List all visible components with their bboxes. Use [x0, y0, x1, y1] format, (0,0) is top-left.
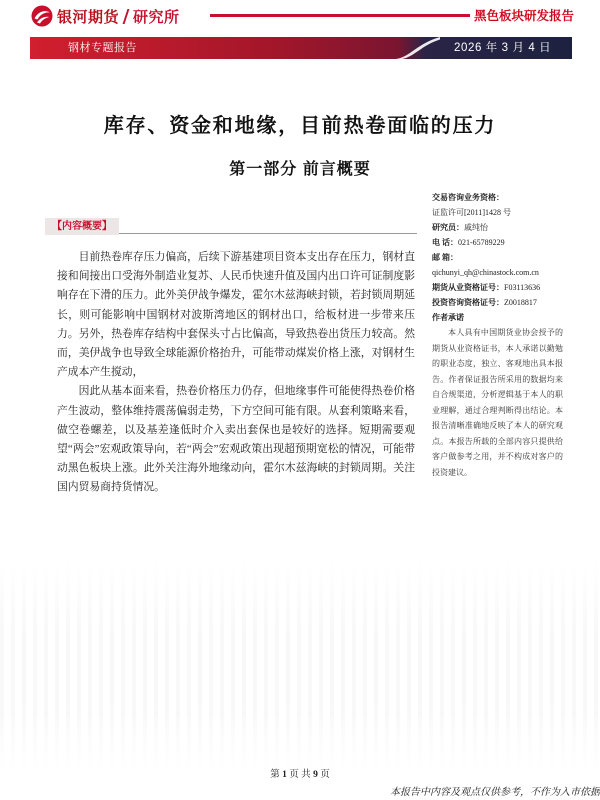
brand-divider: [123, 9, 130, 24]
galaxy-futures-logo-icon: [31, 5, 53, 27]
page-number: [0, 769, 600, 781]
page-suffix: 页: [320, 770, 330, 780]
disclaimer-container: [390, 786, 600, 800]
banner-swoosh-decoration: [392, 37, 440, 59]
researcher-name: 戚纯怡: [464, 223, 488, 232]
report-title: 库存、资金和地缘，目前热卷面临的压力: [103, 115, 497, 137]
author-sidebar: [432, 190, 563, 480]
section-subtitle: 第一部分 前言概要: [229, 161, 371, 178]
summary-body: [57, 248, 415, 498]
futures-cert-label: 期货从业资格证号：: [432, 283, 504, 292]
summary-header: [45, 216, 417, 234]
qualification-value: 证监许可[2011]1428 号: [432, 208, 512, 217]
brand-header: [31, 5, 180, 27]
email-value-line: [432, 265, 563, 280]
report-date: 2026 年 3 月 4 日: [454, 42, 552, 54]
advisory-cert-label: 投资咨询资格证号：: [432, 298, 504, 307]
report-banner: [30, 37, 572, 59]
page-middle: 页 共: [289, 770, 311, 780]
summary-paragraph: 因此从基本面来看，热卷价格压力仍存，但地缘事件可能使得热卷价格产生波动，整体维持震荡偏弱走势，下方空间可能有限。从套利策略来看，做空卷螺差，以及基差逢低时介入卖出套保也是较好的选择。短期需要观望“两会”宏观政策导向，若“两会”宏观政策出现超预期宽松的情况，可能带动黑色板块上涨。此外关注海外地缘动向，霍尔木兹海峡的封锁周期。关注国内贸易商持货情况。: [57, 385, 415, 494]
commitment-text: 本人具有中国期货业协会授予的期货从业资格证书，本人承诺以勤勉的职业态度，独立、客观地出具本报告。作者保证报告所采用的数据均来自合规渠道，分析逻辑基于本人的职业理解，通过合理判断得出结论。本报告清晰准确地反映了本人的研究观点。本报告所载的全部内容只提供给客户做参考之用，并不构成对客户的投资建议。: [432, 328, 563, 477]
summary-label: 【内容概要】: [45, 218, 119, 235]
footer-disclaimer: 本报告中内容及观点仅供参考，不作为入市依据: [390, 787, 600, 798]
researcher-label: 研究员：: [432, 223, 464, 232]
commitment-title: 作者承诺: [432, 313, 464, 322]
background-watermark: [0, 560, 600, 770]
email-address: qichunyi_qh@chinastock.com.cn: [432, 268, 539, 277]
futures-cert-number: F03113636: [504, 283, 541, 292]
advisory-cert-line: [432, 295, 563, 310]
brand-name: 银河期货: [57, 8, 120, 26]
email-label: 邮 箱：: [432, 253, 458, 262]
report-category: 黑色板块研发报告: [474, 9, 575, 23]
brand-division: 研究所: [133, 8, 180, 26]
qualification-label: 交易咨询业务资格：: [432, 193, 504, 202]
futures-cert-line: [432, 280, 563, 295]
total-pages: 9: [313, 770, 318, 780]
qualification-line: [432, 190, 563, 205]
email-line: [432, 250, 563, 265]
researcher-line: [432, 220, 563, 235]
phone-label: 电 话：: [432, 238, 458, 247]
phone-line: [432, 235, 563, 250]
current-page: 1: [282, 770, 287, 780]
summary-paragraph: 目前热卷库存压力偏高，后续下游基建项目资本支出存在压力，钢材直接和间接出口受海外制造业复苏、人民币快速升值及国内出口许可证制度影响存在下滑的压力。此外美伊战争爆发，霍尔木兹海峡封锁，若封锁周期延长，则可能影响中国钢材对波斯湾地区的钢材出口，给板材进一步带来压力。另外，热卷库存结构中套保头寸占比偏高，导致热卷出货压力较高。然而，美伊战争也导致全球能源价格抬升，可能带动煤炭价格上涨，对钢材生产成本产生搅动，: [57, 251, 415, 379]
page-prefix: 第: [270, 770, 280, 780]
phone-number: 021-65789229: [458, 238, 505, 247]
header-rule: [210, 14, 470, 17]
qualification-value-line: [432, 205, 563, 220]
advisory-cert-number: Z0018817: [504, 298, 537, 307]
report-type: 钢材专题报告: [68, 42, 137, 54]
